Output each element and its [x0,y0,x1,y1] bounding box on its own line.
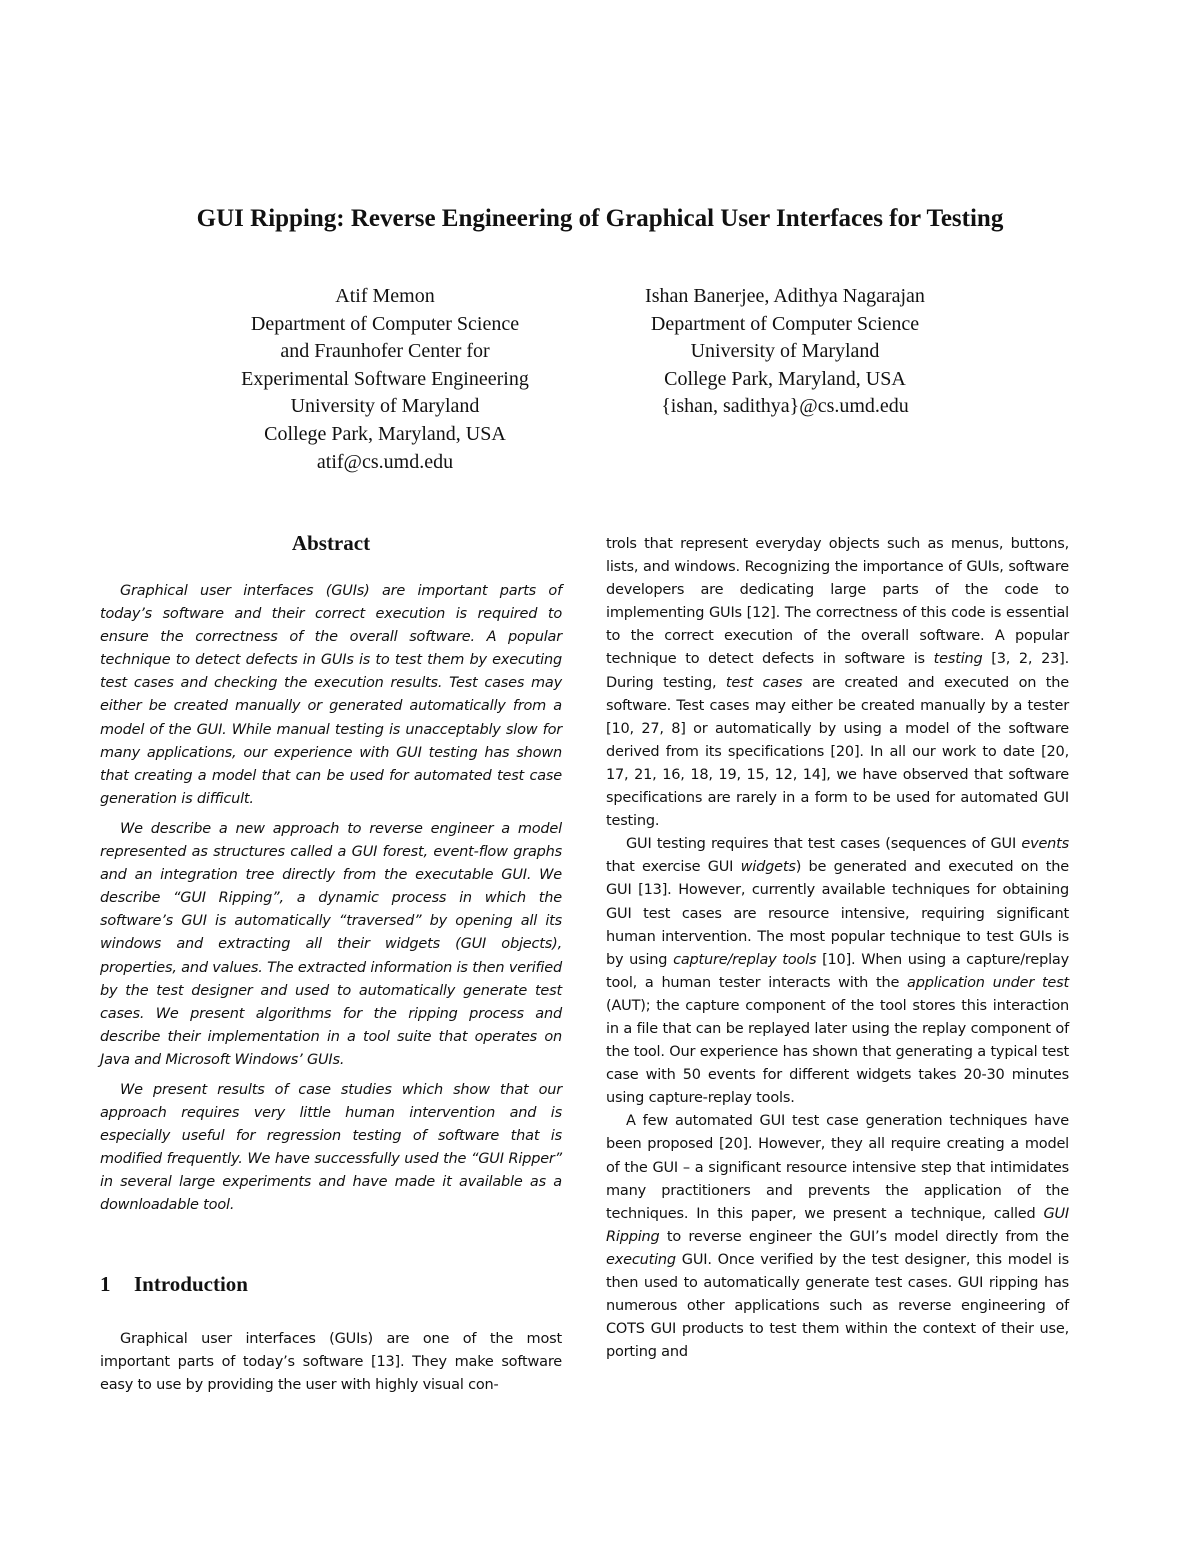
author-affiliation: Department of Computer Science [250,312,520,335]
section-heading-introduction [100,1269,562,1299]
author-name: Ishan Banerjee, Adithya Nagarajan [645,285,925,307]
intro-paragraph: trols that represent everyday objects such as menus, buttons, lists, and windows. Recognizing the importance of GUIs, software developers are dedicating large parts of the code to implementing GUIs [12]. The correctness of this code is essential to the correct execution of the overall software. A popular technique to detect defects in software is testing [3, 2, 23]. During testing, test cases are created and executed on the software. Test cases may either be created manually by a tester [10, 27, 8] or automatically by using a model of the software derived from its specifications [20]. In all our work to date [20, 17, 21, 16, 18, 19, 15, 12, 14], we have observed that software specifications are rarely in a form to be used for automated GUI testing. [606,536,1069,830]
author-affiliation: and Fraunhofer Center for [280,340,490,363]
abstract-paragraph: We present results of case studies which show that our approach requires very little human intervention and is especially useful for regression testing of software that is modified frequently. We have successfully used the “GUI Ripper” in several large experiments and have made it available as a downloadable tool. [100,1081,562,1214]
intro-paragraph: GUI testing requires that test cases (sequences of GUI events that exercise GUI widgets) be generated and executed on the GUI [13]. However, currently available techniques for obtaining GUI test cases are resource intensive, requiring significant human intervention. The most popular technique to test GUIs is by using capture/replay tools [10]. When using a capture/replay tool, a human tester interacts with the application under test (AUT); the capture component of the tool stores this interaction in a file that can be replayed later using the replay component of the tool. Our experience has shown that generating a typical test case with 50 events for different widgets takes 20-30 minutes using capture-replay tools. [606,836,1069,1107]
author-institution: University of Maryland [290,395,480,418]
abstract-heading: Abstract [291,531,371,555]
author-affiliation: Experimental Software Engineering [241,367,529,390]
author-email: atif@cs.umd.edu [316,450,454,473]
author-affiliation: Department of Computer Science [650,312,920,335]
section-number: 1 [100,1272,111,1296]
abstract-paragraph: Graphical user interfaces (GUIs) are important parts of today’s software and their correct execution is required to ensure the correctness of the overall software. A popular technique to detect defects in GUIs is to test them by executing test cases and checking the execution results. Test cases may either be created manually or generated automatically from a model of the GUI. While manual testing is unacceptably slow for many applications, our experience with GUI testing has shown that creating a model that can be used for automated test case generation is difficult. [100,583,562,807]
intro-column-right [606,533,1069,1364]
intro-paragraph: Graphical user interfaces (GUIs) are one of the most important parts of today’s software [13]. They make software easy to use by providing the user with highly visual con- [100,1331,562,1394]
author-email: {ishan, sadithya}@cs.umd.edu [661,395,909,418]
paper-title: GUI Ripping: Reverse Engineering of Graphical User Interfaces for Testing [196,205,1004,232]
author-block-memon [160,283,610,476]
intro-column-left [100,1328,562,1397]
author-location: College Park, Maryland, USA [264,422,506,445]
abstract-body [100,580,562,1225]
abstract-paragraph: We describe a new approach to reverse engineer a model represented as structures called a GUI forest, event-flow graphs and an integration tree directly from the executable GUI. We describe “GUI Ripping”, a dynamic process in which the software’s GUI is automatically “traversed” by opening all its windows and extracting all their widgets (GUI objects), properties, and values. The extracted information is then verified by the test designer and used to automatically generate test cases. We present algorithms for the ripping process and describe their implementation in a tool suite that operates on Java and Microsoft Windows’ GUIs. [100,820,562,1068]
intro-paragraph: A few automated GUI test case generation techniques have been proposed [20]. However, they all require creating a model of the GUI – a significant resource intensive step that intimidates many practitioners and prevents the application of the techniques. In this paper, we present a technique, called GUI Ripping to reverse engineer the GUI’s model directly from the executing GUI. Once verified by the test designer, this model is then used to automatically generate test cases. GUI ripping has numerous other applications such as reverse engineering of COTS GUI products to test them within the context of their use, porting and [606,1113,1069,1361]
author-institution: University of Maryland [690,340,880,363]
author-location: College Park, Maryland, USA [664,367,906,390]
author-name: Atif Memon [335,285,435,307]
section-title: Introduction [134,1272,248,1296]
author-block-banerjee-nagarajan [560,283,1010,421]
